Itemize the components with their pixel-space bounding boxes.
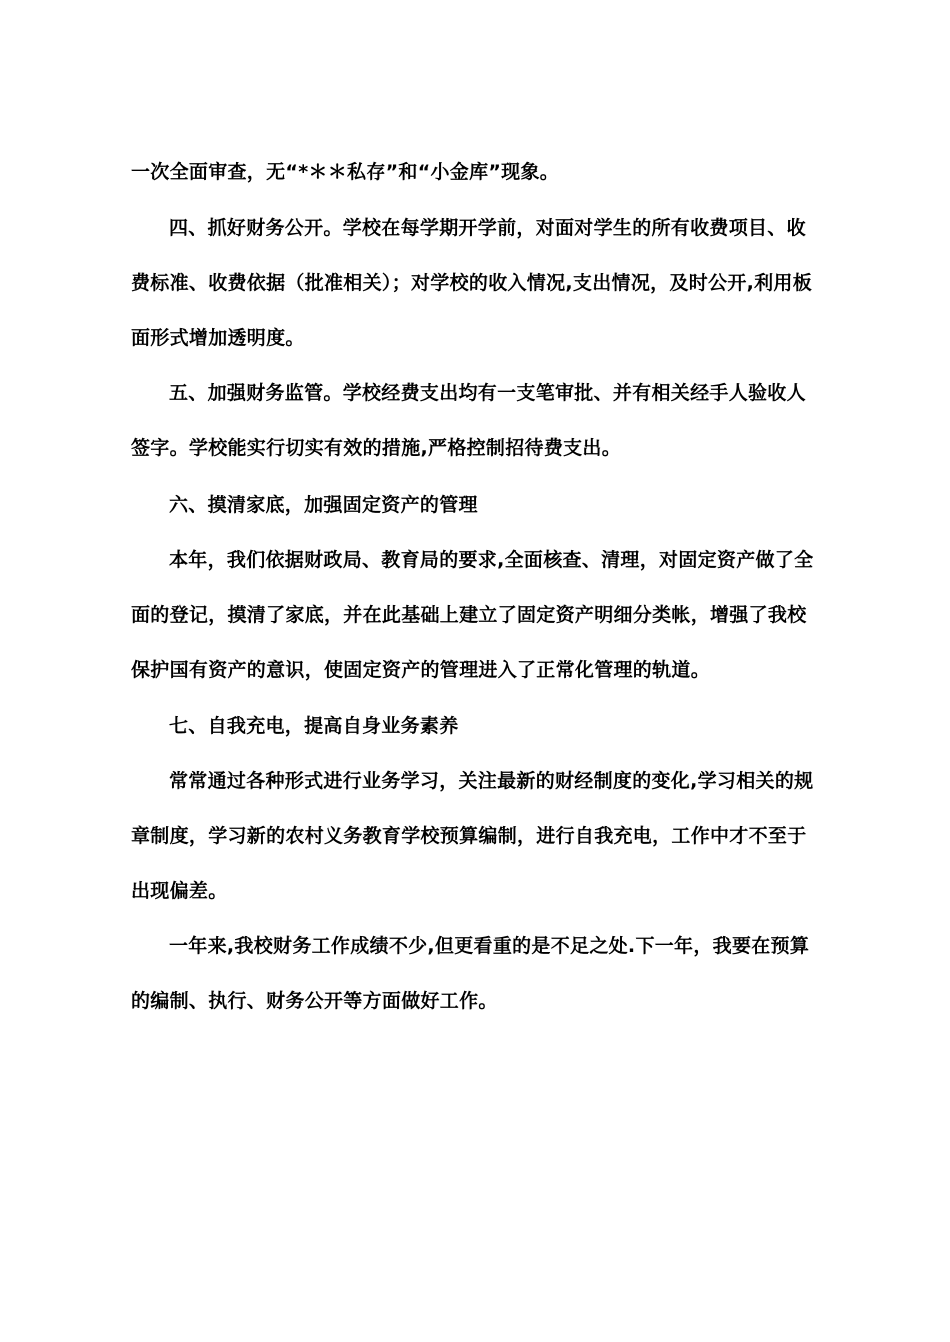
paragraph-financial-supervision: 五、加强财务监管。学校经费支出均有一支笔审批、并有相关经手人验收人签字。学校能实行切实有效的措施,严格控制招待费支出。 bbox=[131, 382, 806, 459]
heading-fixed-assets: 六、摸清家底，加强固定资产的管理 bbox=[169, 494, 478, 516]
paragraph-self-improvement: 常常通过各种形式进行业务学习，关注最新的财经制度的变化,学习相关的规章制度，学习新的农村义务教育学校预算编制，进行自我充电，工作中才不至于出现偏差。 bbox=[131, 770, 814, 902]
heading-self-improvement: 七、自我充电，提高自身业务素养 bbox=[169, 715, 459, 737]
paragraph-fixed-assets: 本年，我们依据财政局、教育局的要求,全面核查、清理，对固定资产做了全面的登记，摸清了家底，并在此基础上建立了固定资产明细分类帐，增强了我校保护国有资产的意识，使固定资产的管理进入了正常化管理的轨道。 bbox=[131, 549, 814, 681]
paragraph-audit-continuation: 一次全面审查，无“*＊＊私存”和“小金库”现象。 bbox=[131, 161, 560, 183]
paragraph-summary: 一年来,我校财务工作成绩不少,但更看重的是不足之处.下一年，我要在预算的编制、执行、财务公开等方面做好工作。 bbox=[131, 935, 810, 1012]
paragraph-financial-disclosure: 四、抓好财务公开。学校在每学期开学前，对面对学生的所有收费项目、收费标准、收费依据（批准相关）；对学校的收入情况,支出情况，及时公开,利用板面形式增加透明度。 bbox=[131, 217, 813, 349]
